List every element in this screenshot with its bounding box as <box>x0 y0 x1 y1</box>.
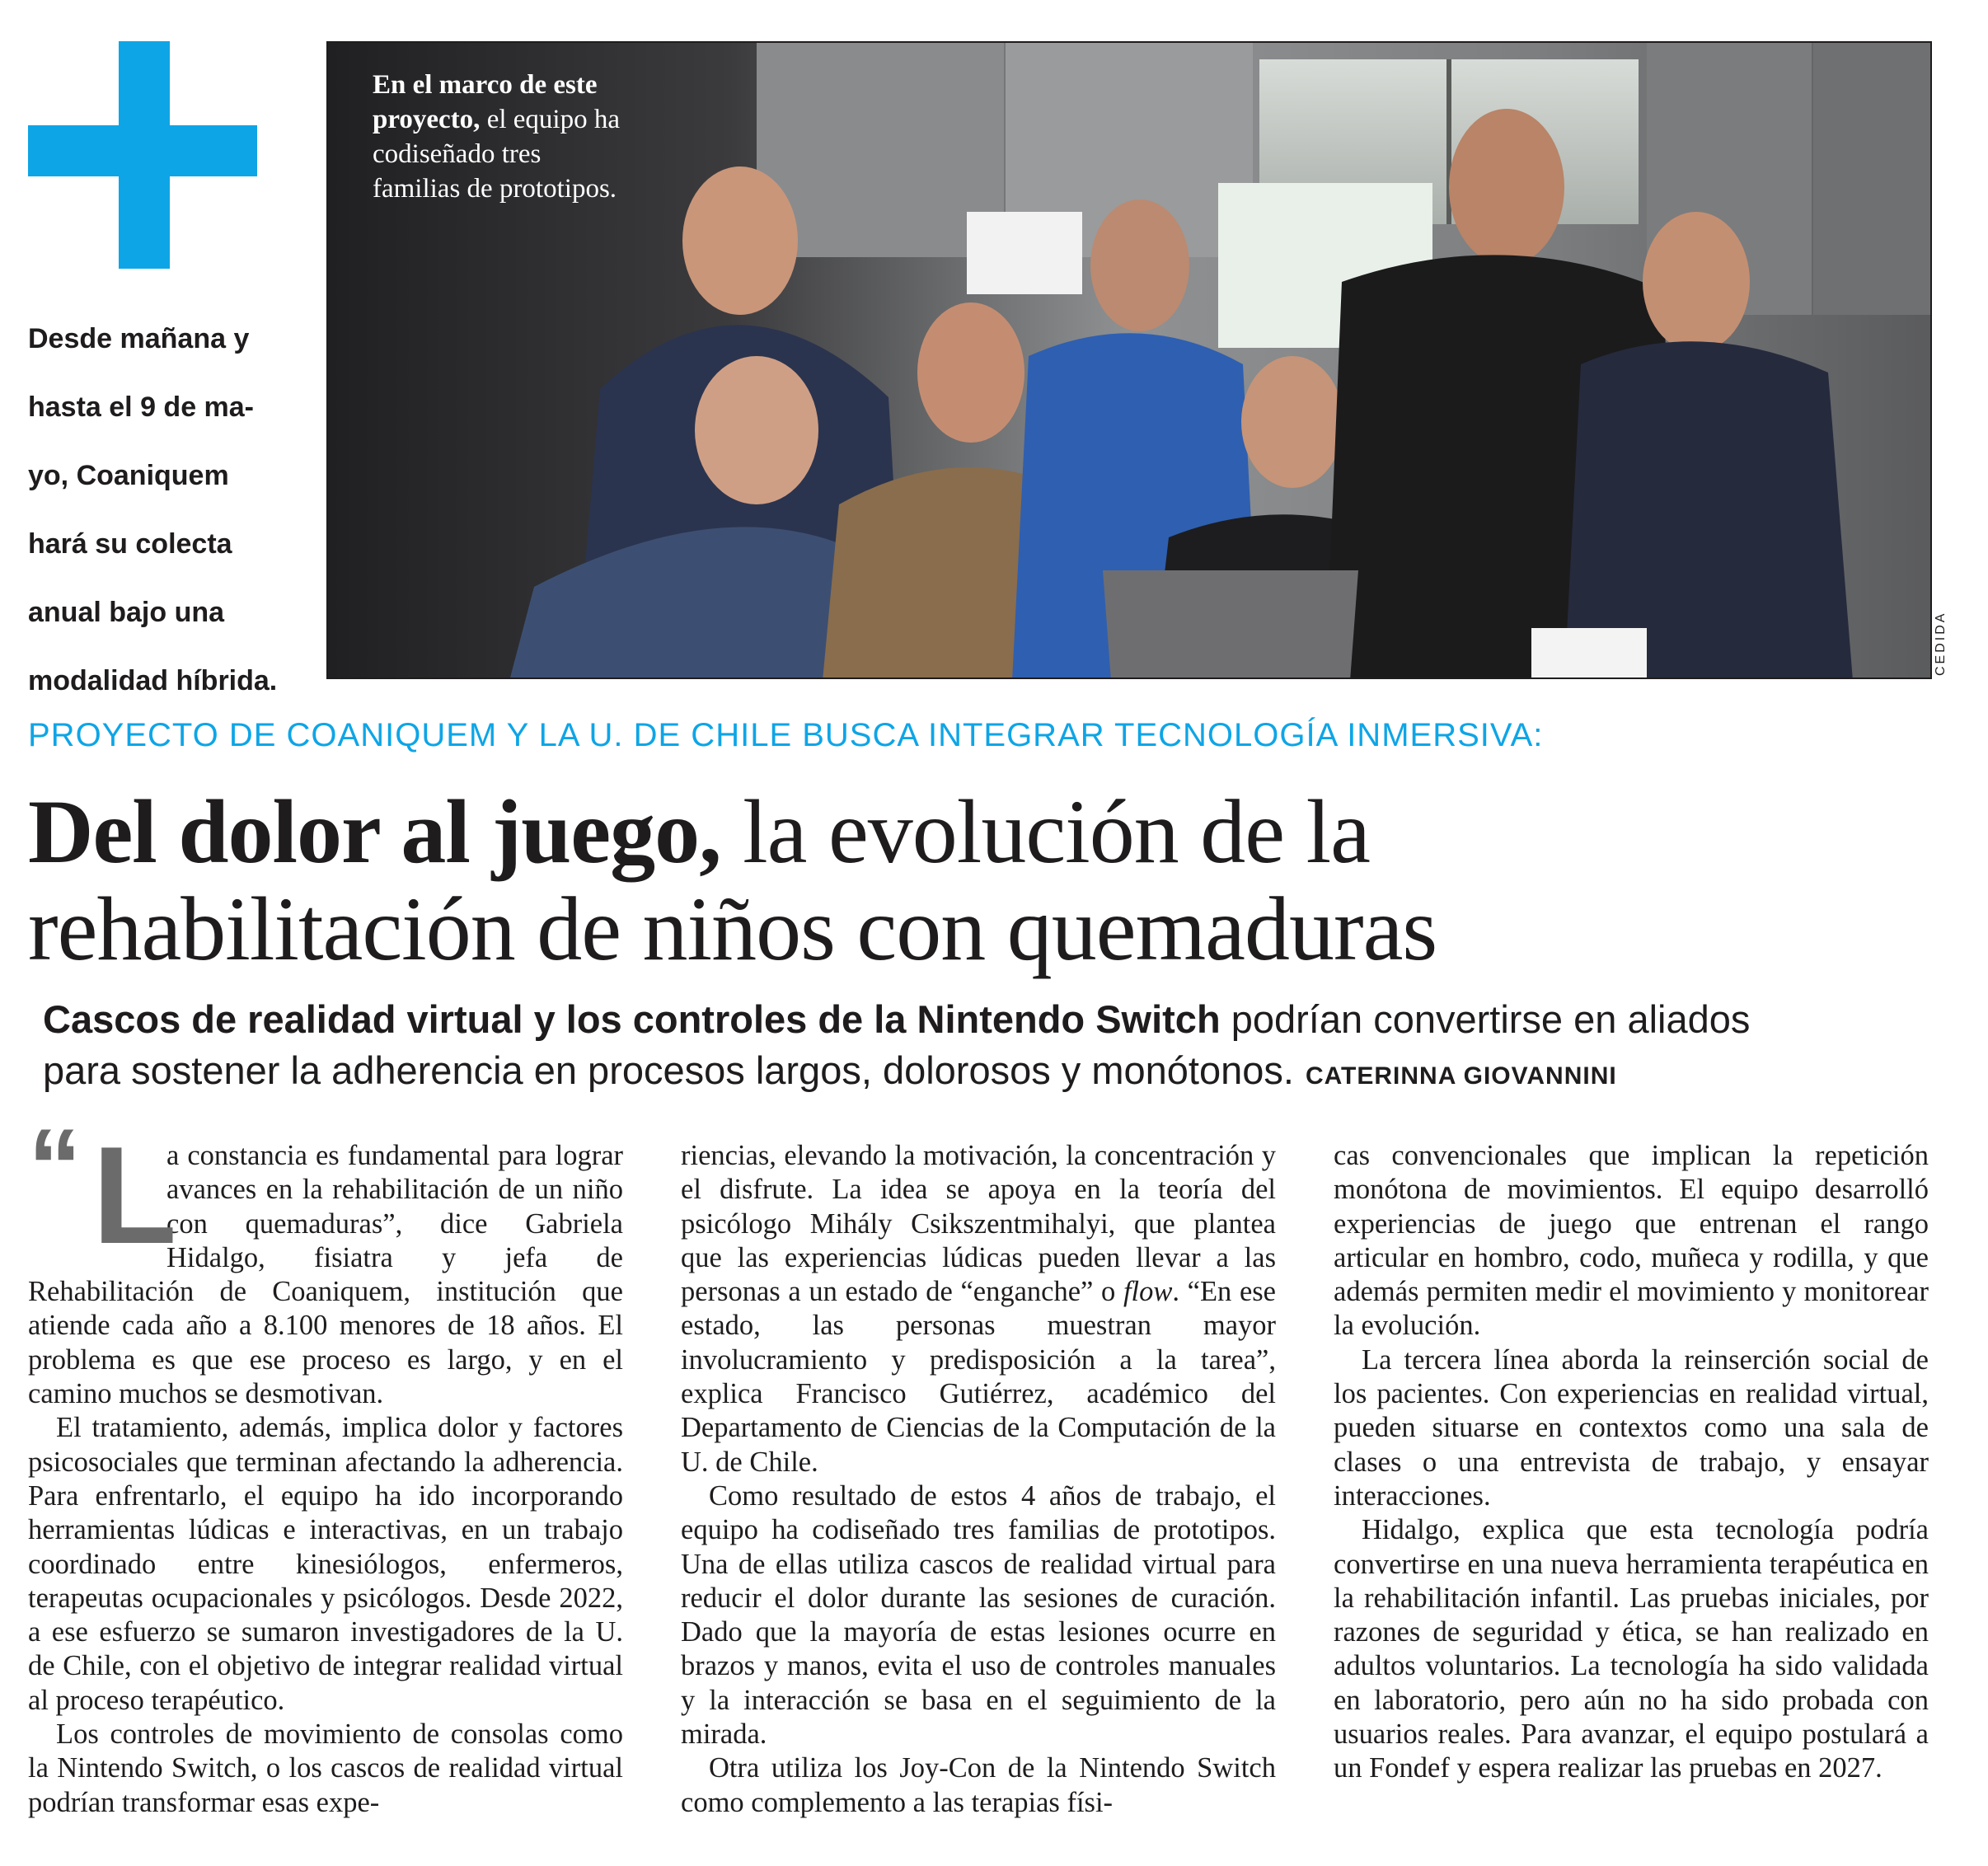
teaser-line: hará su colecta <box>28 528 232 560</box>
deck-bold: Cascos de realidad virtual y los controles de la Nintendo Switch <box>43 997 1221 1041</box>
deck-line-2 <box>43 1045 1955 1102</box>
body-column-1 <box>28 1106 623 1820</box>
caption-bold: En el marco de este proyecto, <box>373 70 598 134</box>
paragraph: Hidalgo, explica que esta tecnología podría convertirse en una nueva herramienta terapéutica en la rehabilitación infantil. Las pruebas iniciales, por razones de seguridad y ética, se han realizado en adultos voluntarios. La tecnología ha sido validada en laboratorio, pero aún no ha sido probada con usuarios reales. Para avanzar, el equipo postulará a un Fondef y espera realizar las pruebas en 2027. <box>1334 1514 1929 1784</box>
flow-term: flow <box>1123 1276 1173 1308</box>
caption-text: el equipo ha codiseñado tres familias de prototipos. <box>373 105 620 204</box>
paragraph <box>681 1139 1276 1479</box>
teaser-line: anual bajo una <box>28 597 225 628</box>
headline <box>28 783 1957 978</box>
byline: CATERINNA GIOVANNINI <box>1305 1062 1617 1090</box>
headline-rest: la evolución de la <box>720 781 1370 882</box>
headline-line-1 <box>28 783 1957 880</box>
body-column-3 <box>1334 1139 1929 1786</box>
photo-credit: CEDIDA <box>1934 611 1948 676</box>
drop-cap-quote: “ <box>28 1106 82 1226</box>
paragraph: a constancia es fundamental para lograr avances en la rehabilitación de un niño con quemaduras”, dice Gabriela Hidalgo, fisiatra y jefa de Rehabilitación de Coaniquem, institución que atiende cada año a 8.100 menores de 18 años. El problema es que ese proceso es largo, y en el camino muchos se desmotivan. <box>28 1140 623 1410</box>
teaser-line: Desde mañana y <box>28 323 250 354</box>
deck-rest: podrían convertirse en aliados <box>1220 997 1751 1041</box>
teaser-line: modalidad híbrida. <box>28 665 278 696</box>
teaser-line: hasta el 9 de ma- <box>28 391 255 423</box>
paragraph: Otra utiliza los Joy-Con de la Nintendo Switch como complemento a las terapias físi- <box>681 1752 1276 1818</box>
headline-line-2: rehabilitación de niños con quemaduras <box>28 879 1437 979</box>
deck-text: para sostener la adherencia en procesos largos, dolorosos y monótonos. <box>43 1048 1294 1092</box>
plus-icon-bar <box>28 125 257 176</box>
paragraph: El tratamiento, además, implica dolor y factores psicosociales que terminan afectando la adherencia. Para enfrentarlo, el equipo ha ido incorporando herramientas lúdicas e interactivas, en un trabajo coordinado entre kinesiólogos, enfermeros, terapeutas ocupacionales y psicólogos. Desde 2022, a ese esfuerzo se sumaron investigadores de la U. de Chile, con el objetivo de integrar realidad virtual al proceso terapéutico. <box>28 1412 623 1716</box>
drop-cap-letter: L <box>92 1118 177 1273</box>
drop-cap <box>28 1106 177 1273</box>
paragraph: Como resultado de estos 4 años de trabajo, el equipo ha codiseñado tres familias de prototipos. Una de ellas utiliza cascos de realidad virtual para reducir el dolor durante las sesiones de curación. Dado que la mayoría de estas lesiones ocurre en brazos y manos, evita el uso de controles manuales y la interacción se basa en el seguimiento de la mirada. <box>681 1479 1276 1751</box>
kicker: PROYECTO DE COANIQUEM Y LA U. DE CHILE BUSCA INTEGRAR TECNOLOGÍA INMERSIVA: <box>28 717 1544 753</box>
paragraph: Los controles de movimiento de consolas como la Nintendo Switch, o los cascos de realidad virtual podrían transformar esas expe- <box>28 1718 623 1818</box>
headline-bold: Del dolor al juego, <box>28 781 721 882</box>
teaser-line: yo, Coaniquem <box>28 460 229 491</box>
photo-caption <box>373 68 620 206</box>
body-column-2 <box>681 1139 1276 1820</box>
sidebar-teaser <box>28 305 300 715</box>
deck-line-1 <box>43 994 1955 1045</box>
paragraph: cas convencionales que implican la repetición monótona de movimientos. El equipo desarrolló experiencias de juego que entrenan el rango articular en hombro, codo, muñeca y rodilla, y que además permiten medir el movimiento y monitorear la evolución. <box>1334 1140 1929 1342</box>
paragraph-text: . “En ese estado, las personas muestran mayor involucramiento y predisposición a la tarea”, explica Francisco Gutiérrez, académico del Departamento de Ciencias de la Computación de la U. de Chile. <box>681 1276 1276 1478</box>
paragraph-text: riencias, elevando la motivación, la concentración y el disfrute. La idea se apoya en la teoría del psicólogo Mihály Csikszentmihalyi, que plantea que las experiencias lúdicas pueden llevar a las personas a un estado de “enganche” o <box>681 1140 1276 1308</box>
deck <box>43 994 1955 1102</box>
paragraph: La tercera línea aborda la reinserción social de los pacientes. Con experiencias en realidad virtual, pueden situarse en contextos como una sala de clases o una entrevista de trabajo, y ensayar interacciones. <box>1334 1343 1929 1512</box>
